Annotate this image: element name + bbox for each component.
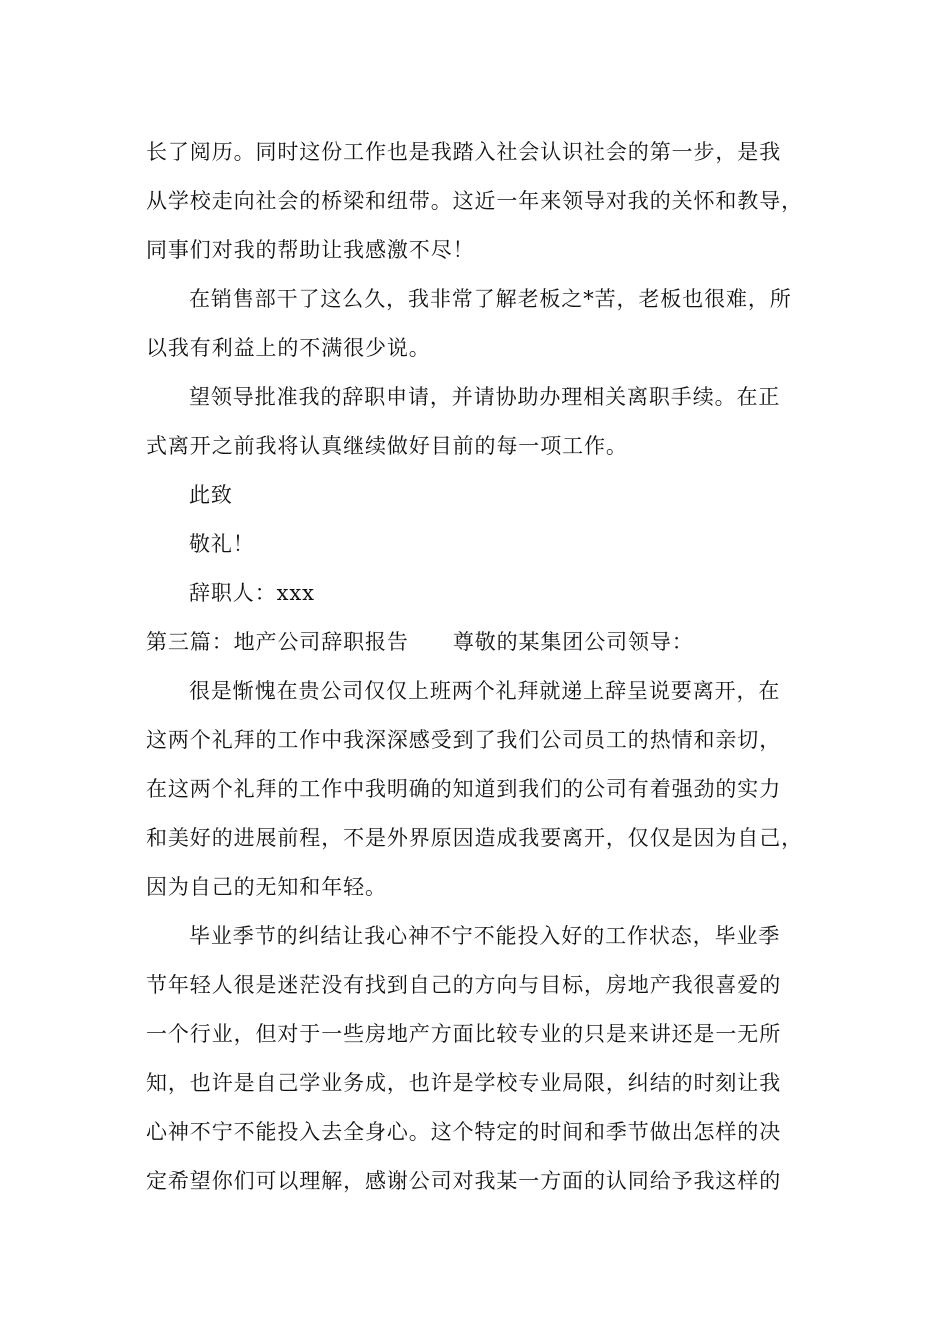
text-line: 心神不宁不能投入去全身心。这个特定的时间和季节做出怎样的决	[146, 1120, 782, 1144]
text-line: 长了阅历。同时这份工作也是我踏入社会认识社会的第一步，是我	[146, 140, 782, 164]
text-line: 从学校走向社会的桥梁和纽带。这近一年来领导对我的关怀和教导，	[146, 189, 803, 213]
text-line: 在这两个礼拜的工作中我明确的知道到我们的公司有着强劲的实力	[146, 777, 782, 801]
paragraph-5	[146, 912, 816, 1206]
text-line: 毕业季节的纠结让我心神不宁不能投入好的工作状态，毕业季	[189, 924, 781, 948]
signature-line: 辞职人：xxx	[189, 581, 315, 605]
closing-salute: 敬礼！	[189, 532, 255, 556]
section-salutation: 尊敬的某集团公司领导：	[452, 630, 694, 654]
text-line: 定希望你们可以理解，感谢公司对我某一方面的认同给予我这样的	[146, 1169, 782, 1193]
text-line: 因为自己的无知和年轻。	[146, 875, 387, 899]
section-title: 第三篇：地产公司辞职报告	[146, 630, 409, 654]
text-line: 式离开之前我将认真继续做好目前的每一项工作。	[146, 434, 628, 458]
document-body	[146, 128, 816, 1206]
closing-greeting: 此致	[189, 483, 233, 507]
paragraph-2	[146, 275, 816, 373]
text-line: 望领导批准我的辞职申请，并请协助办理相关离职手续。在正	[189, 385, 781, 409]
text-line: 同事们对我的帮助让我感激不尽！	[146, 238, 475, 262]
text-line: 知，也许是自己学业务成，也许是学校专业局限，纠结的时刻让我	[146, 1071, 782, 1095]
text-line: 和美好的进展前程，不是外界原因造成我要离开，仅仅是因为自己，	[146, 826, 803, 850]
paragraph-4	[146, 667, 816, 912]
text-line: 一个行业，但对于一些房地产方面比较专业的只是来讲还是一无所	[146, 1022, 782, 1046]
text-line: 节年轻人很是迷茫没有找到自己的方向与目标，房地产我很喜爱的	[146, 973, 782, 997]
text-line: 在销售部干了这么久，我非常了解老板之*苦，老板也很难，所	[189, 287, 792, 311]
text-line: 以我有利益上的不满很少说。	[146, 336, 431, 360]
paragraph-1	[146, 128, 816, 275]
text-line: 很是惭愧在贵公司仅仅上班两个礼拜就递上辞呈说要离开，在	[189, 679, 781, 703]
text-line: 这两个礼拜的工作中我深深感受到了我们公司员工的热情和亲切，	[146, 728, 782, 752]
section-heading-line	[146, 618, 816, 667]
paragraph-3	[146, 373, 816, 471]
